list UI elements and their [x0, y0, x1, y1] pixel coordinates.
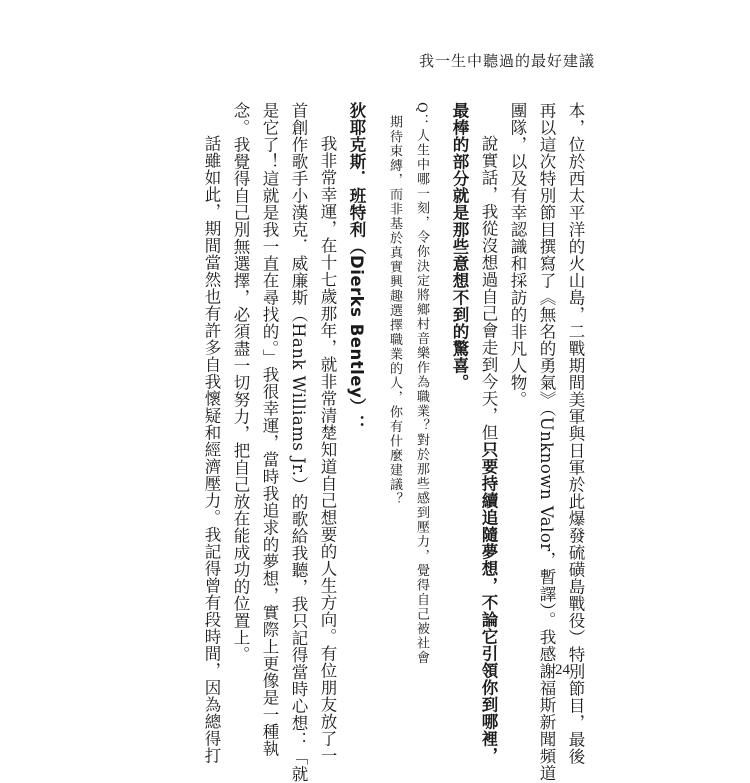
- text-segment: 首創作歌手小漢克．威廉斯（Hank Williams Jr.）的歌給我聽，我只記得當時心想：「就: [289, 102, 308, 783]
- text-segment: 我非常幸運，在十七歲那年，就非常清楚知道自己想要的人生方向。有位朋友放了一: [318, 135, 337, 764]
- text-segment: 話雖如此，期間當然也有許多自我懷疑和經濟壓力。我記得曾有段時間，因為總得打: [202, 135, 221, 764]
- question-text: Q：人生中哪一刻，令你決定將鄉村音樂作為職業？對於那些感到壓力，覺得自己被社會: [414, 102, 429, 666]
- text-column: [474, 102, 503, 764]
- text-column: [255, 102, 284, 757]
- text-segment: 說實話，我從沒想過自己會走到今天，但: [479, 135, 498, 441]
- bold-text-column: [445, 102, 474, 650]
- speaker-name: [342, 102, 371, 650]
- text-column: [284, 102, 313, 783]
- text-column: [226, 102, 255, 663]
- question-text: 期待束縛，而非基於真實興趣選擇職業的人，你有什麼建議？: [387, 115, 402, 507]
- text-column: [197, 102, 226, 764]
- bold-text-segment: 只要持續追隨夢想，不論它引領你到哪裡，: [479, 441, 498, 764]
- question-column: [408, 102, 435, 666]
- bold-text-segment: 最棒的部分就是那些意想不到的驚喜。: [450, 102, 469, 391]
- running-header: 我一生中聽過的最好建議: [418, 52, 595, 70]
- text-column: [503, 102, 532, 650]
- page-number: 24: [555, 662, 570, 678]
- text-column: [313, 102, 342, 764]
- text-column: [532, 102, 561, 782]
- text-segment: 念。我覺得自己別無選擇，必須盡一切努力，把自己放在能成功的位置上。: [231, 102, 250, 663]
- text-segment: 再以這次特別節目撰寫了《無名的勇氣》（Unknown Valor，暫譯）。我感謝福斯新聞頻道: [537, 102, 556, 782]
- question-column: [381, 102, 408, 650]
- speaker-label: 狄耶克斯．班特利（Dierks Bentley）：: [347, 102, 366, 433]
- text-segment: 是它了！這就是我一直在尋找的。」我很幸運，當時我追求的夢想，實際上更像是一種執: [260, 102, 279, 757]
- text-segment: 團隊，以及有幸認識和採訪的非凡人物。: [508, 102, 527, 408]
- text-segment: 本，位於西太平洋的火山島，二戰期間美軍與日軍於此爆發硫磺島戰役）特別節目，最後: [566, 102, 585, 765]
